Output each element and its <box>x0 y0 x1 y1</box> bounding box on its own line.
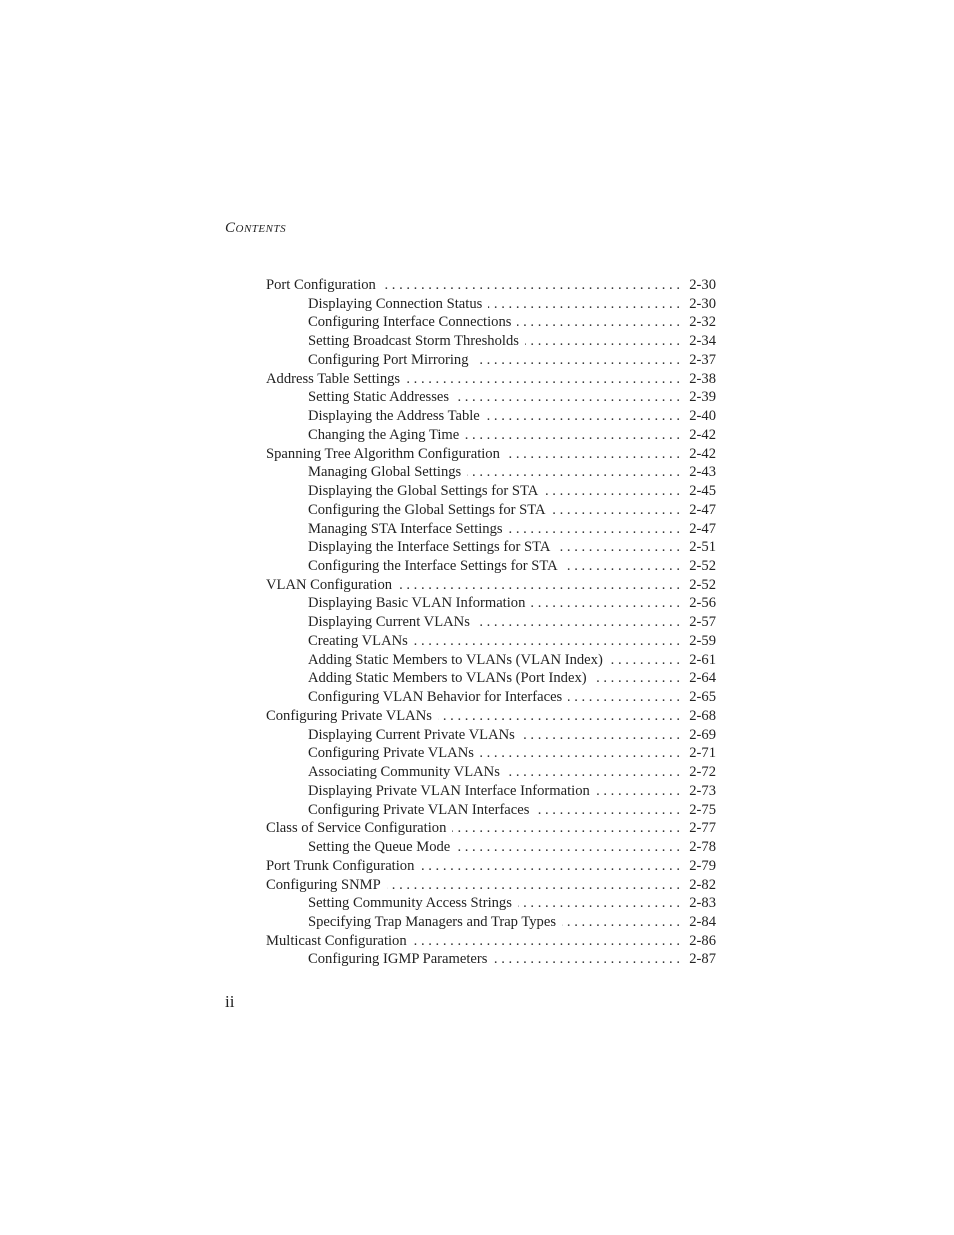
toc-subsection-entry[interactable] <box>266 838 716 857</box>
toc-section-entry[interactable] <box>266 370 716 389</box>
dot-leader <box>564 557 680 576</box>
toc-subsection-entry[interactable] <box>266 669 716 688</box>
toc-subsection-entry[interactable] <box>266 594 716 613</box>
table-of-contents <box>266 276 716 969</box>
dot-leader <box>382 276 680 295</box>
toc-entry-page: 2-87 <box>689 951 716 968</box>
toc-subsection-entry[interactable] <box>266 763 716 782</box>
dot-leader <box>562 913 680 932</box>
toc-subsection-entry[interactable] <box>266 801 716 820</box>
toc-subsection-entry[interactable] <box>266 332 716 351</box>
toc-entry-page: 2-82 <box>689 876 716 893</box>
toc-entry-page: 2-72 <box>689 764 716 781</box>
toc-entry-page: 2-39 <box>689 389 716 406</box>
dot-leader <box>493 950 680 969</box>
toc-entry-page: 2-64 <box>689 670 716 687</box>
toc-subsection-entry[interactable] <box>266 688 716 707</box>
toc-entry-title: Associating Community VLANs <box>308 764 500 781</box>
dot-leader <box>455 388 680 407</box>
toc-section-entry[interactable] <box>266 857 716 876</box>
toc-entry-page: 2-52 <box>689 576 716 593</box>
toc-entry-title: Configuring Private VLANs <box>308 745 474 762</box>
dot-leader <box>467 463 680 482</box>
toc-entry-page: 2-56 <box>689 595 716 612</box>
dot-leader <box>452 819 680 838</box>
toc-entry-page: 2-38 <box>689 370 716 387</box>
toc-entry-title: Setting Broadcast Storm Thresholds <box>308 333 519 350</box>
dot-leader <box>398 576 680 595</box>
dot-leader <box>525 332 680 351</box>
toc-entry-page: 2-45 <box>689 483 716 500</box>
toc-subsection-entry[interactable] <box>266 632 716 651</box>
toc-entry-title: Changing the Aging Time <box>308 426 460 443</box>
toc-entry-title: Displaying Connection Status <box>308 295 483 312</box>
dot-leader <box>596 782 680 801</box>
toc-section-entry[interactable] <box>266 576 716 595</box>
toc-subsection-entry[interactable] <box>266 388 716 407</box>
toc-section-entry[interactable] <box>266 932 716 951</box>
toc-subsection-entry[interactable] <box>266 482 716 501</box>
toc-subsection-entry[interactable] <box>266 538 716 557</box>
dot-leader <box>406 370 680 389</box>
toc-entry-title: Displaying the Global Settings for STA <box>308 483 539 500</box>
toc-entry-page: 2-77 <box>689 820 716 837</box>
toc-entry-title: Adding Static Members to VLANs (VLAN Index) <box>308 651 603 668</box>
dot-leader <box>414 632 680 651</box>
toc-section-entry[interactable] <box>266 876 716 895</box>
dot-leader <box>420 857 680 876</box>
toc-entry-title: Displaying Current Private VLANs <box>308 726 515 743</box>
toc-entry-title: Adding Static Members to VLANs (Port Index) <box>308 670 587 687</box>
toc-entry-page: 2-52 <box>689 558 716 575</box>
toc-entry-title: Setting the Queue Mode <box>308 839 451 856</box>
dot-leader <box>521 726 680 745</box>
dot-leader <box>556 538 680 557</box>
dot-leader <box>465 426 680 445</box>
toc-entry-title: Address Table Settings <box>266 370 401 387</box>
toc-section-entry[interactable] <box>266 445 716 464</box>
toc-subsection-entry[interactable] <box>266 894 716 913</box>
toc-entry-title: VLAN Configuration <box>266 576 393 593</box>
toc-entry-title: Setting Community Access Strings <box>308 895 512 912</box>
dot-leader <box>531 594 680 613</box>
toc-entry-page: 2-78 <box>689 839 716 856</box>
toc-section-entry[interactable] <box>266 819 716 838</box>
dot-leader <box>475 351 680 370</box>
dot-leader <box>506 445 680 464</box>
toc-entry-page: 2-30 <box>689 295 716 312</box>
toc-subsection-entry[interactable] <box>266 295 716 314</box>
toc-entry-title: Setting Static Addresses <box>308 389 450 406</box>
running-head: Contents <box>225 220 287 236</box>
toc-entry-page: 2-79 <box>689 857 716 874</box>
toc-subsection-entry[interactable] <box>266 613 716 632</box>
toc-entry-title: Spanning Tree Algorithm Configuration <box>266 445 500 462</box>
toc-entry-page: 2-57 <box>689 614 716 631</box>
toc-entry-title: Port Configuration <box>266 277 376 293</box>
dot-leader <box>609 651 680 670</box>
toc-subsection-entry[interactable] <box>266 407 716 426</box>
dot-leader <box>518 894 680 913</box>
toc-entry-page: 2-83 <box>689 895 716 912</box>
toc-section-entry[interactable] <box>266 276 716 295</box>
dot-leader <box>413 932 680 951</box>
toc-entry-title: Class of Service Configuration <box>266 820 447 837</box>
toc-subsection-entry[interactable] <box>266 782 716 801</box>
toc-section-entry[interactable] <box>266 707 716 726</box>
page-number: ii <box>225 992 235 1011</box>
toc-entry-title: Displaying the Interface Settings for STA <box>308 539 551 556</box>
toc-entry-page: 2-59 <box>689 632 716 649</box>
dot-leader <box>486 407 680 426</box>
dot-leader <box>509 520 680 539</box>
dot-leader <box>480 744 680 763</box>
toc-entry-page: 2-65 <box>689 689 716 706</box>
dot-leader <box>488 295 680 314</box>
toc-entry-page: 2-43 <box>689 464 716 481</box>
toc-entry-title: Port Trunk Configuration <box>266 857 415 874</box>
toc-subsection-entry[interactable] <box>266 463 716 482</box>
dot-leader <box>535 801 680 820</box>
toc-entry-title: Configuring SNMP <box>266 876 381 893</box>
toc-subsection-entry[interactable] <box>266 351 716 370</box>
toc-entry-page: 2-47 <box>689 501 716 518</box>
toc-entry-title: Configuring Private VLANs <box>266 707 432 724</box>
toc-entry-page: 2-42 <box>689 426 716 443</box>
toc-entry-page: 2-75 <box>689 801 716 818</box>
dot-leader <box>552 501 680 520</box>
toc-entry-title: Displaying Private VLAN Interface Information <box>308 782 590 799</box>
toc-subsection-entry[interactable] <box>266 950 716 969</box>
toc-entry-page: 2-84 <box>689 913 716 930</box>
dot-leader <box>456 838 680 857</box>
toc-entry-title: Configuring IGMP Parameters <box>308 951 488 968</box>
toc-entry-page: 2-51 <box>689 539 716 556</box>
toc-entry-title: Configuring VLAN Behavior for Interfaces <box>308 689 563 706</box>
toc-entry-page: 2-71 <box>689 745 716 762</box>
toc-entry-title: Displaying the Address Table <box>308 408 480 425</box>
dot-leader <box>438 707 680 726</box>
toc-entry-page: 2-30 <box>689 277 716 293</box>
toc-entry-page: 2-73 <box>689 782 716 799</box>
toc-entry-title: Configuring Interface Connections <box>308 314 512 331</box>
toc-subsection-entry[interactable] <box>266 557 716 576</box>
toc-entry-page: 2-32 <box>689 314 716 331</box>
toc-subsection-entry[interactable] <box>266 313 716 332</box>
toc-subsection-entry[interactable] <box>266 726 716 745</box>
dot-leader <box>387 876 680 895</box>
dot-leader <box>593 669 680 688</box>
dot-leader <box>476 613 680 632</box>
toc-entry-title: Configuring Port Mirroring <box>308 351 469 368</box>
toc-subsection-entry[interactable] <box>266 651 716 670</box>
toc-entry-title: Managing Global Settings <box>308 464 462 481</box>
toc-entry-page: 2-69 <box>689 726 716 743</box>
toc-entry-page: 2-61 <box>689 651 716 668</box>
toc-subsection-entry[interactable] <box>266 426 716 445</box>
dot-leader <box>506 763 680 782</box>
toc-entry-page: 2-68 <box>689 707 716 724</box>
toc-subsection-entry[interactable] <box>266 520 716 539</box>
toc-entry-page: 2-34 <box>689 333 716 350</box>
toc-entry-title: Displaying Current VLANs <box>308 614 470 631</box>
toc-entry-page: 2-47 <box>689 520 716 537</box>
toc-entry-title: Creating VLANs <box>308 632 408 649</box>
dot-leader <box>544 482 680 501</box>
toc-entry-title: Specifying Trap Managers and Trap Types <box>308 913 557 930</box>
toc-entry-title: Multicast Configuration <box>266 932 407 949</box>
dot-leader <box>568 688 680 707</box>
toc-entry-page: 2-86 <box>689 932 716 949</box>
toc-entry-title: Configuring the Interface Settings for STA <box>308 558 558 575</box>
toc-entry-title: Displaying Basic VLAN Information <box>308 595 526 612</box>
toc-entry-title: Configuring Private VLAN Interfaces <box>308 801 530 818</box>
toc-entry-page: 2-37 <box>689 351 716 368</box>
toc-subsection-entry[interactable] <box>266 501 716 520</box>
toc-subsection-entry[interactable] <box>266 913 716 932</box>
toc-subsection-entry[interactable] <box>266 744 716 763</box>
toc-entry-title: Configuring the Global Settings for STA <box>308 501 546 518</box>
toc-entry-title: Managing STA Interface Settings <box>308 520 503 537</box>
toc-entry-page: 2-40 <box>689 408 716 425</box>
dot-leader <box>517 313 680 332</box>
toc-entry-page: 2-42 <box>689 445 716 462</box>
